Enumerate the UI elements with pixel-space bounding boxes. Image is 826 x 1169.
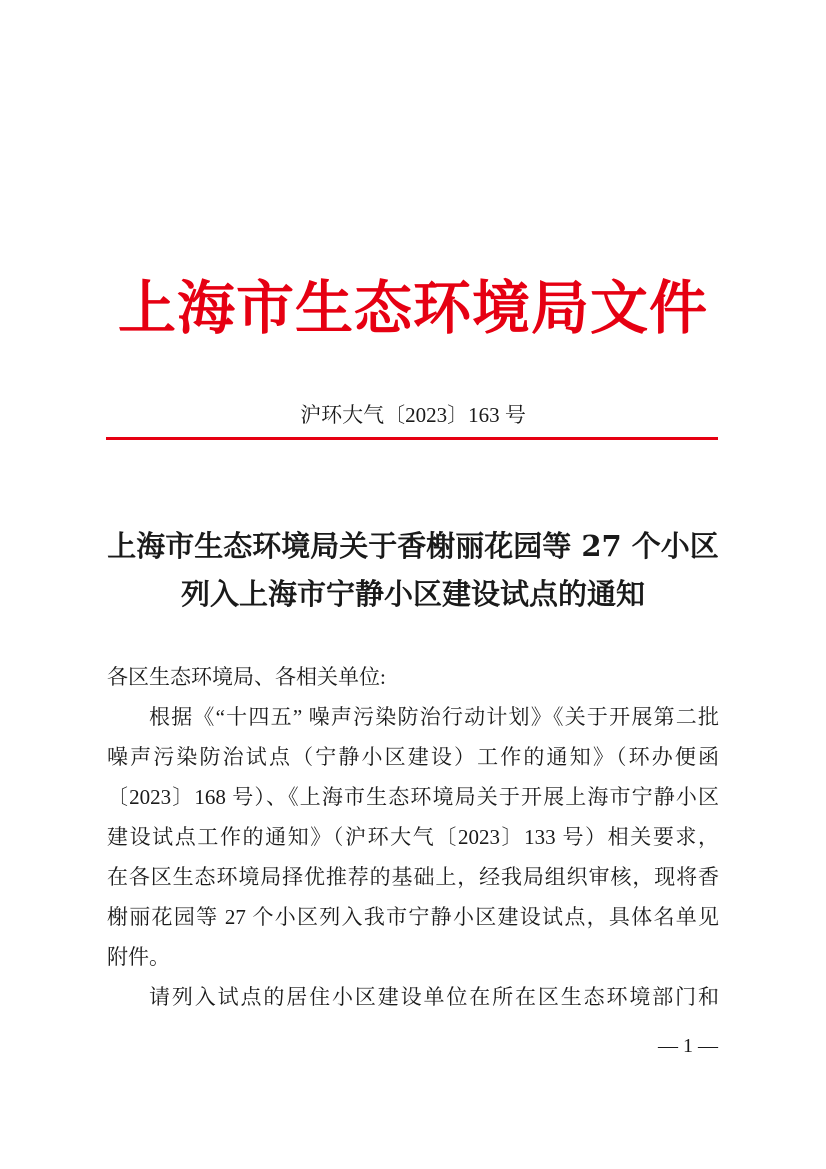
salutation: 各区生态环境局、各相关单位: <box>107 665 386 689</box>
issuing-authority-header: 上海市生态环境局文件 <box>117 274 708 342</box>
notice-title-line-1: 上海市生态环境局关于香榭丽花园等 27 个小区 <box>107 529 719 563</box>
paragraph-1-line-4: 建设试点工作的通知》（沪环大气〔2023〕133 号）相关要求， <box>107 825 719 849</box>
red-divider-line <box>106 437 718 440</box>
notice-title <box>70 522 756 618</box>
page-number: — 1 — <box>658 1035 718 1057</box>
paragraph-1-line-1: 根据《“十四五” 噪声污染防治行动计划》《关于开展第二批 <box>149 705 719 729</box>
paragraph-1-line-5: 在各区生态环境局择优推荐的基础上，经我局组织审核，现将香 <box>107 865 719 889</box>
paragraph-1-line-6: 榭丽花园等 27 个小区列入我市宁静小区建设试点，具体名单见 <box>107 905 719 929</box>
paragraph-1-line-2: 噪声污染防治试点（宁静小区建设）工作的通知》（环办便函 <box>107 745 719 769</box>
document-number: 沪环大气〔2023〕163 号 <box>300 403 526 427</box>
notice-title-line-2: 列入上海市宁静小区建设试点的通知 <box>180 577 645 611</box>
paragraph-1-line-7: 附件。 <box>107 945 170 969</box>
paragraph-1-line-3: 〔2023〕168 号）、《上海市生态环境局关于开展上海市宁静小区 <box>107 785 719 809</box>
notice-body <box>107 657 719 1017</box>
paragraph-2-line-1: 请列入试点的居住小区建设单位在所在区生态环境部门和 <box>149 985 719 1009</box>
